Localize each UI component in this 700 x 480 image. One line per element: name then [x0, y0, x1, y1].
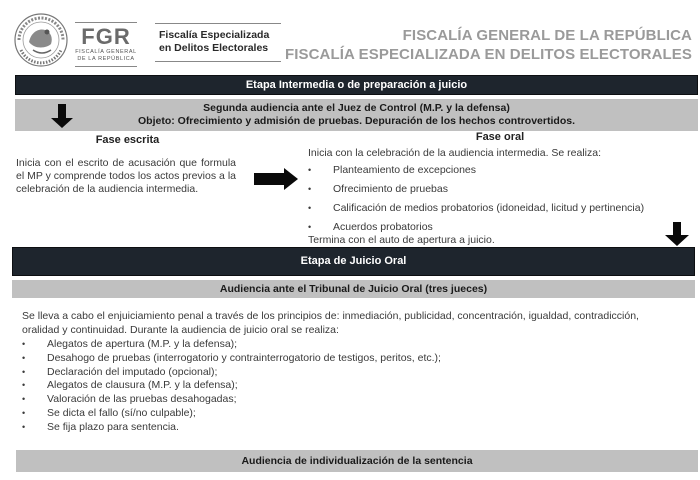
fase-escrita-title: Fase escrita	[95, 134, 160, 146]
header-title-fede: FISCALÍA ESPECIALIZADA EN DELITOS ELECTORALES	[284, 46, 692, 63]
fase-oral-title: Fase oral	[475, 131, 525, 143]
arrow-down-icon	[50, 104, 74, 133]
list-item	[22, 352, 441, 366]
segunda-audiencia-box	[15, 99, 698, 131]
bullet-icon: •	[22, 380, 26, 391]
list-item	[22, 379, 441, 393]
juicio-oral-intro: Se lleva a cabo el enjuiciamiento penal a través de los principios de: inmediación, publicidad, concentración, igualdad, contradicción, oralidad y continuidad. Durante la audiencia de juicio oral se realiza:	[22, 310, 639, 336]
bullet-icon: •	[22, 339, 26, 349]
fede-line-1: Fiscalía Especializada	[159, 29, 270, 41]
arrow-right-icon	[254, 168, 298, 195]
fgr-subtitle-1: FISCALÍA GENERAL	[75, 49, 137, 55]
bullet-icon: •	[22, 352, 26, 363]
list-item-text: Valoración de las pruebas desahogadas;	[47, 393, 237, 406]
list-item	[308, 201, 644, 220]
individualizacion-title: Audiencia de individualización de la sentencia	[16, 450, 698, 472]
bullet-icon: •	[22, 407, 26, 418]
segunda-audiencia-line-1: Segunda audiencia ante el Juez de Control (M.P. y la defensa)	[203, 102, 510, 114]
list-item	[22, 407, 441, 421]
fase-oral-list	[308, 163, 644, 239]
list-item	[308, 182, 644, 201]
list-item-text: Se fija plazo para sentencia.	[47, 420, 179, 433]
audiencia-tribunal-title: Audiencia ante el Tribunal de Juicio Oral (tres jueces)	[12, 280, 695, 298]
list-item	[308, 163, 644, 182]
list-item-text: Alegatos de clausura (M.P. y la defensa);	[47, 379, 238, 392]
list-item-text: Ofrecimiento de pruebas	[333, 183, 448, 195]
national-seal-logo	[13, 12, 69, 68]
bullet-icon: •	[308, 184, 312, 194]
list-item-text: Alegatos de apertura (M.P. y la defensa);	[47, 338, 238, 350]
header-title-fgr: FISCALÍA GENERAL DE LA REPÚBLICA	[402, 27, 692, 44]
segunda-audiencia-line-2: Objeto: Ofrecimiento y admisión de pruebas. Depuración de los hechos controvertidos.	[137, 115, 575, 127]
fede-line-2: en Delitos Electorales	[159, 42, 269, 54]
fgr-logo	[75, 22, 137, 67]
fase-oral-intro: Inicia con la celebración de la audiencia intermedia. Se realiza:	[308, 147, 602, 159]
list-item	[22, 338, 441, 352]
bullet-icon: •	[22, 366, 26, 377]
list-item	[22, 421, 441, 435]
etapa-juicio-oral-title: Etapa de Juicio Oral	[12, 247, 695, 276]
list-item-text: Declaración del imputado (opcional);	[47, 365, 218, 378]
list-item	[22, 366, 441, 380]
bullet-icon: •	[22, 421, 26, 432]
bullet-icon: •	[22, 394, 26, 405]
juicio-oral-list	[22, 338, 441, 435]
etapa-intermedia-title: Etapa Intermedia o de preparación a juicio	[15, 75, 698, 95]
fase-escrita-text: Inicia con el escrito de acusación que formula el MP y comprende todos los actos previos a la celebración de la audiencia intermedia.	[16, 157, 236, 196]
bullet-icon: •	[308, 203, 312, 213]
list-item-text: Acuerdos probatorios	[333, 221, 433, 233]
list-item-text: Desahogo de pruebas (interrogatorio y contrainterrogatorio de testigos, peritos, etc.);	[47, 351, 441, 364]
list-item-text: Calificación de medios probatorios (idoneidad, licitud y pertinencia)	[333, 202, 645, 214]
fede-logo	[155, 23, 281, 62]
fgr-logo-letters: FGR	[81, 24, 131, 49]
header-titles	[285, 26, 692, 64]
bullet-icon: •	[308, 165, 312, 175]
fase-oral-end: Termina con el auto de apertura a juicio.	[308, 234, 495, 246]
fgr-subtitle-2: DE LA REPÚBLICA	[77, 56, 135, 62]
list-item-text: Se dicta el fallo (sí/no culpable);	[47, 406, 196, 419]
bullet-icon: •	[308, 222, 312, 232]
list-item-text: Planteamiento de excepciones	[333, 164, 477, 176]
list-item	[22, 393, 441, 407]
